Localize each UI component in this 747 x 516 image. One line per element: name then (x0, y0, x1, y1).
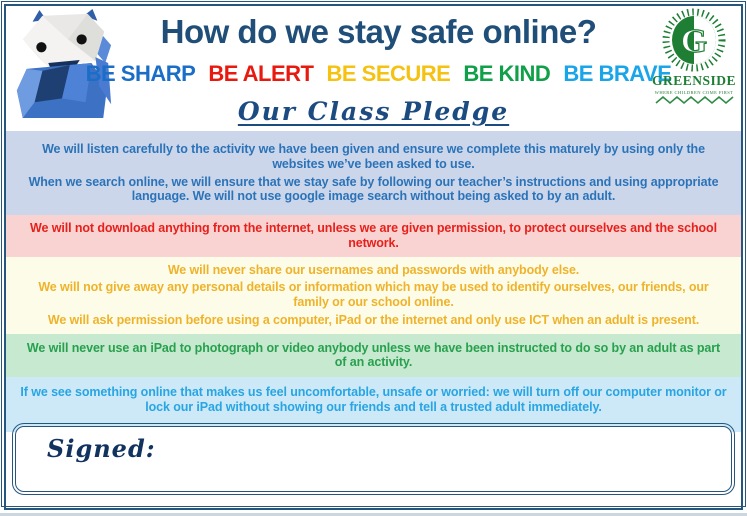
slogan-be-alert: BE ALERT (208, 61, 314, 86)
pledge-item: We will listen carefully to the activity we have been given and ensure we complete this maturely by using only the websites we’ve been asked to use. (42, 142, 705, 171)
greenside-logo-icon (648, 8, 740, 106)
pledge-item: We will never use an iPad to photograph or video anybody unless we have been instructed to do so by an adult as part of an activity. (26, 340, 721, 370)
pledge-group-red (6, 215, 741, 257)
pledge-group-yellow (6, 257, 741, 334)
slogan-be-secure: BE SECURE (326, 61, 451, 86)
logo-name: GREENSIDE (651, 73, 737, 88)
slogan-row (85, 61, 672, 87)
pledge-list (6, 131, 741, 432)
page-title: How do we stay safe online? (160, 13, 597, 50)
signed-box[interactable] (12, 423, 735, 495)
slogan-be-kind: BE KIND (463, 61, 551, 86)
pledge-item: We will ask permission before using a computer, iPad or the internet and only use ICT when an adult is present. (47, 312, 700, 327)
pledge-group-green (6, 334, 741, 378)
pledge-item: We will not download anything from the internet, unless we are given permission, to protect ourselves and the school network. (30, 221, 717, 250)
pledge-item: When we search online, we will ensure that we stay safe by following our teacher’s instructions and using appropriate language. We will not use google image search without being asked to by an adult. (28, 174, 719, 204)
pledge-heading: Our Class Pledge (237, 97, 510, 126)
pledge-item: We will not give away any personal details or information which may be used to identify ourselves, our friends, our family or our school online. (38, 280, 709, 309)
pledge-item: We will never share our usernames and passwords with anybody else. (167, 262, 580, 277)
logo-tagline: WHERE CHILDREN COME FIRST (654, 90, 734, 95)
slogan-be-brave: BE BRAVE (563, 61, 672, 86)
slogan-be-sharp: BE SHARP (85, 61, 196, 86)
logo-letter: G (680, 23, 708, 60)
pledge-item: If we see something online that makes us feel uncomfortable, unsafe or worried: we will turn off our computer monitor or lock our iPad without showing our friends and tell a trusted adult immediately. (20, 385, 727, 414)
pledge-group-blue (6, 131, 741, 215)
signed-label: Signed: (47, 434, 156, 463)
